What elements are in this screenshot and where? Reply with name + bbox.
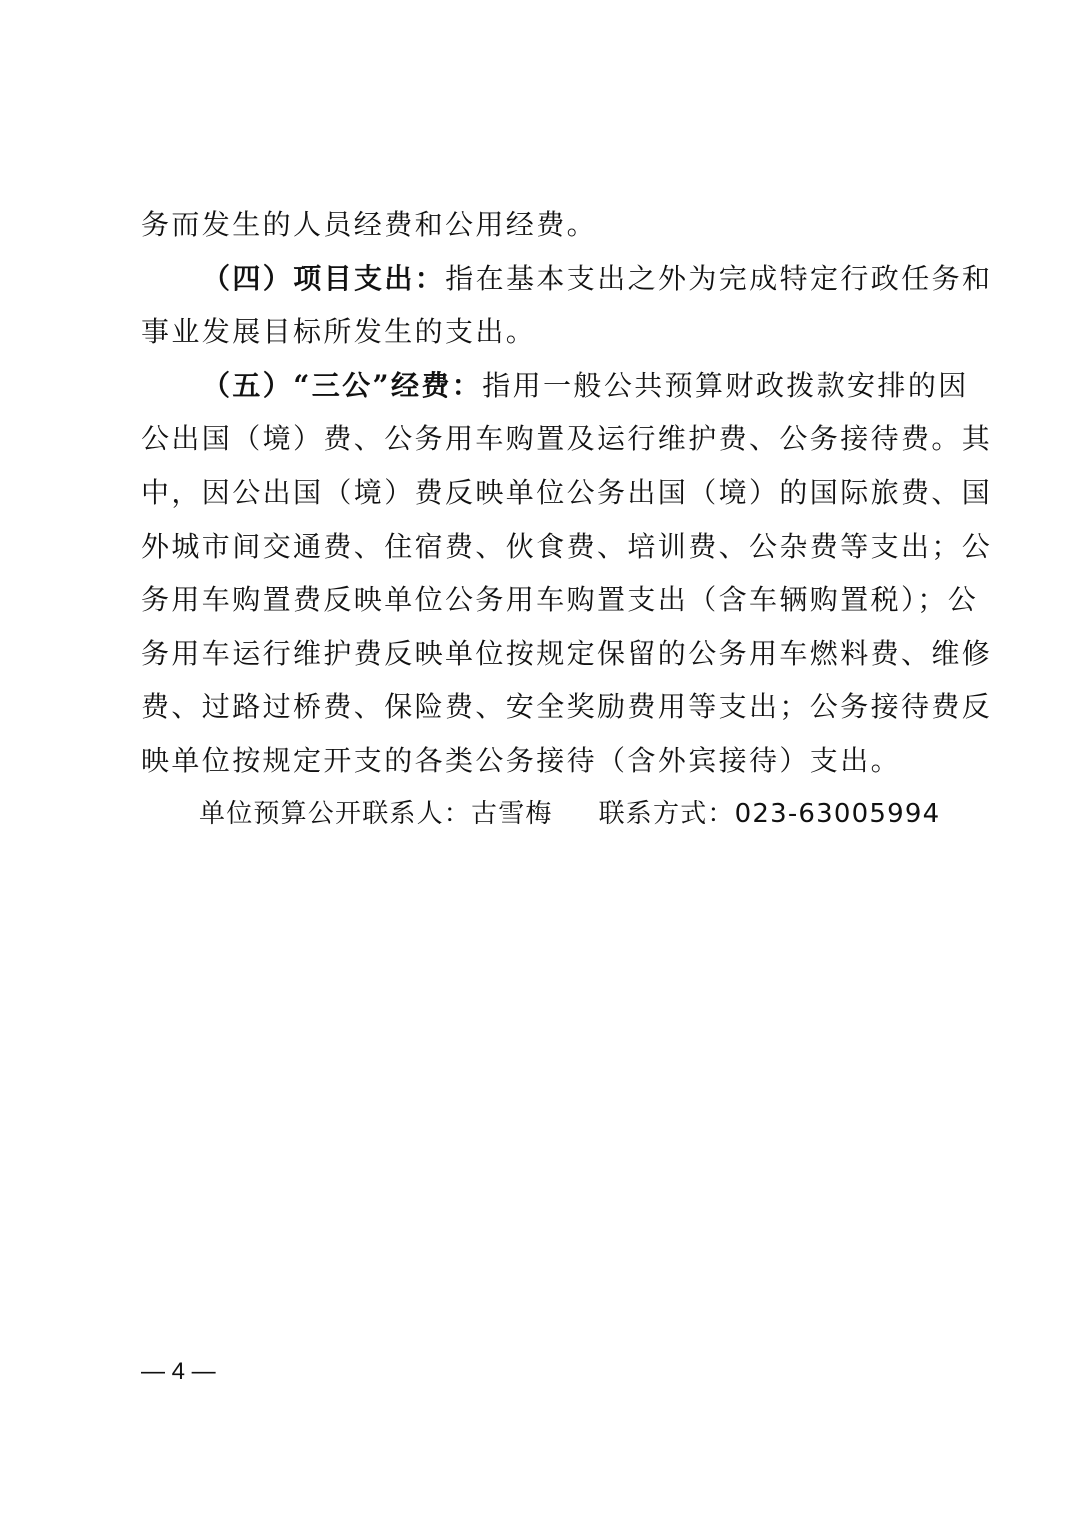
section-4-first-line (141, 252, 993, 306)
section-4-heading: （四）项目支出： (202, 261, 446, 295)
contact-method: 联系方式：023-63005994 (598, 798, 941, 829)
paragraph-line: 费、过路过桥费、保险费、安全奖励费用等支出；公务接待费反 (141, 690, 993, 724)
section-5-heading: （五）“三公”经费： (202, 368, 483, 402)
section-4-text: 指在基本支出之外为完成特定行政任务和 (445, 261, 993, 295)
contact-line (141, 788, 941, 842)
paragraph-line: 事业发展目标所发生的支出。 (141, 315, 537, 349)
paragraph-line: 务而发生的人员经费和公用经费。 (141, 208, 598, 241)
paragraph-line: 公出国（境）费、公务用车购置及运行维护费、公务接待费。其 (141, 422, 993, 456)
paragraph-line: 映单位按规定开支的各类公务接待（含外宾接待）支出。 (141, 743, 902, 777)
section-5-first-line (141, 359, 969, 413)
contact-person: 单位预算公开联系人：古雪梅 (199, 798, 553, 829)
paragraph-line: 中，因公出国（境）费反映单位公务出国（境）的国际旅费、国 (141, 475, 993, 509)
paragraph-line: 外城市间交通费、住宿费、伙食费、培训费、公杂费等支出；公 (141, 529, 993, 563)
paragraph-line: 务用车运行维护费反映单位按规定保留的公务用车燃料费、维修 (141, 636, 993, 670)
document-body (141, 198, 993, 841)
section-5-text: 指用一般公共预算财政拨款安排的因 (482, 368, 969, 402)
paragraph-line: 务用车购置费反映单位公务用车购置支出（含车辆购置税）；公 (141, 583, 979, 617)
page-number: — 4 — (141, 1358, 216, 1385)
